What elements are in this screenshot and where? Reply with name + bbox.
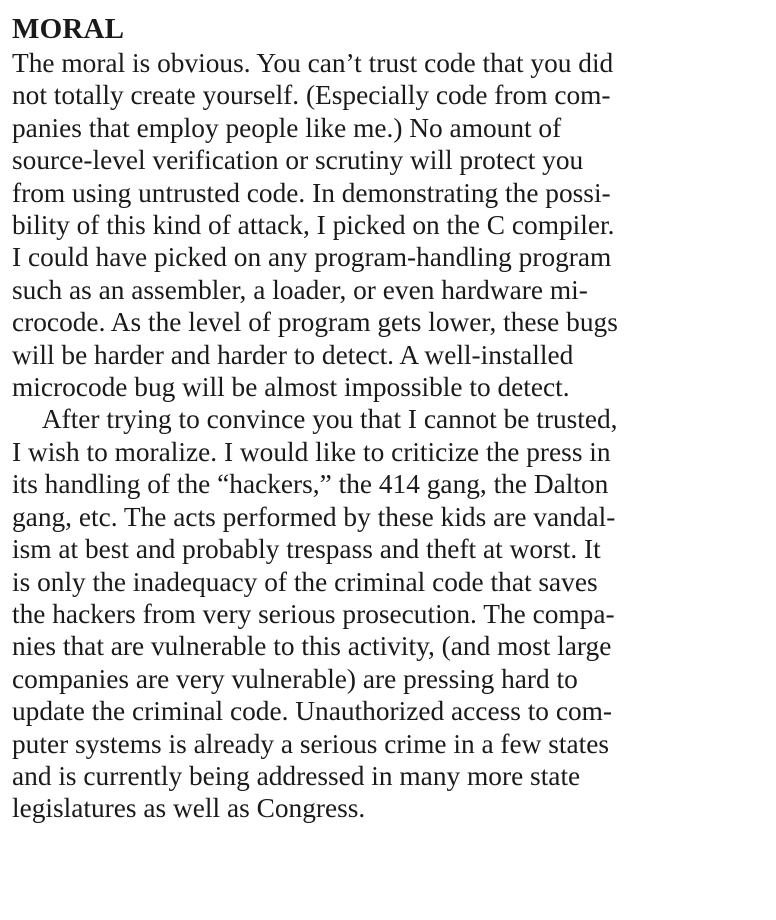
text-line: crocode. As the level of program gets lower, these bugs [12,306,618,338]
text-line: source-level verification or scrutiny will protect you [12,144,584,176]
text-line: bility of this kind of attack, I picked on the C compiler. [12,209,615,241]
text-line: puter systems is already a serious crime in a few states [12,727,610,759]
text-line: will be harder and harder to detect. A well-installed [12,338,574,370]
text-line: gang, etc. The acts performed by these kids are vandal- [12,500,616,532]
text-line: panies that employ people like me.) No amount of [12,111,562,143]
text-line: I could have picked on any program-handling program [12,241,612,273]
text-line: nies that are vulnerable to this activity, (and most large [12,630,612,662]
text-line: from using untrusted code. In demonstrating the possi- [12,176,611,208]
text-line: such as an assembler, a loader, or even hardware mi- [12,273,588,305]
document-page [12,12,772,825]
text-line: microcode bug will be almost impossible to detect. [12,371,570,403]
text-line: ism at best and probably trespass and theft at worst. It [12,533,601,565]
text-line: is only the inadequacy of the criminal code that saves [12,565,598,597]
text-line: After trying to convince you that I cannot be trusted, [41,403,618,435]
text-line: The moral is obvious. You can’t trust code that you did [12,47,614,78]
text-line: companies are very vulnerable) are pressing hard to [12,662,578,694]
text-line: update the criminal code. Unauthorized access to com- [12,695,613,727]
text-line: I wish to moralize. I would like to criticize the press in [12,435,611,467]
text-line: its handling of the “hackers,” the 414 gang, the Dalton [12,468,609,500]
text-line: the hackers from very serious prosecution. The compa- [12,597,615,629]
text-line: legislatures as well as Congress. [12,792,366,824]
paragraph-1 [12,47,772,403]
paragraph-2 [12,403,772,824]
text-line: and is currently being addressed in many more state [12,759,581,791]
section-heading: MORAL [12,13,125,45]
text-line: not totally create yourself. (Especially code from com- [12,79,611,111]
